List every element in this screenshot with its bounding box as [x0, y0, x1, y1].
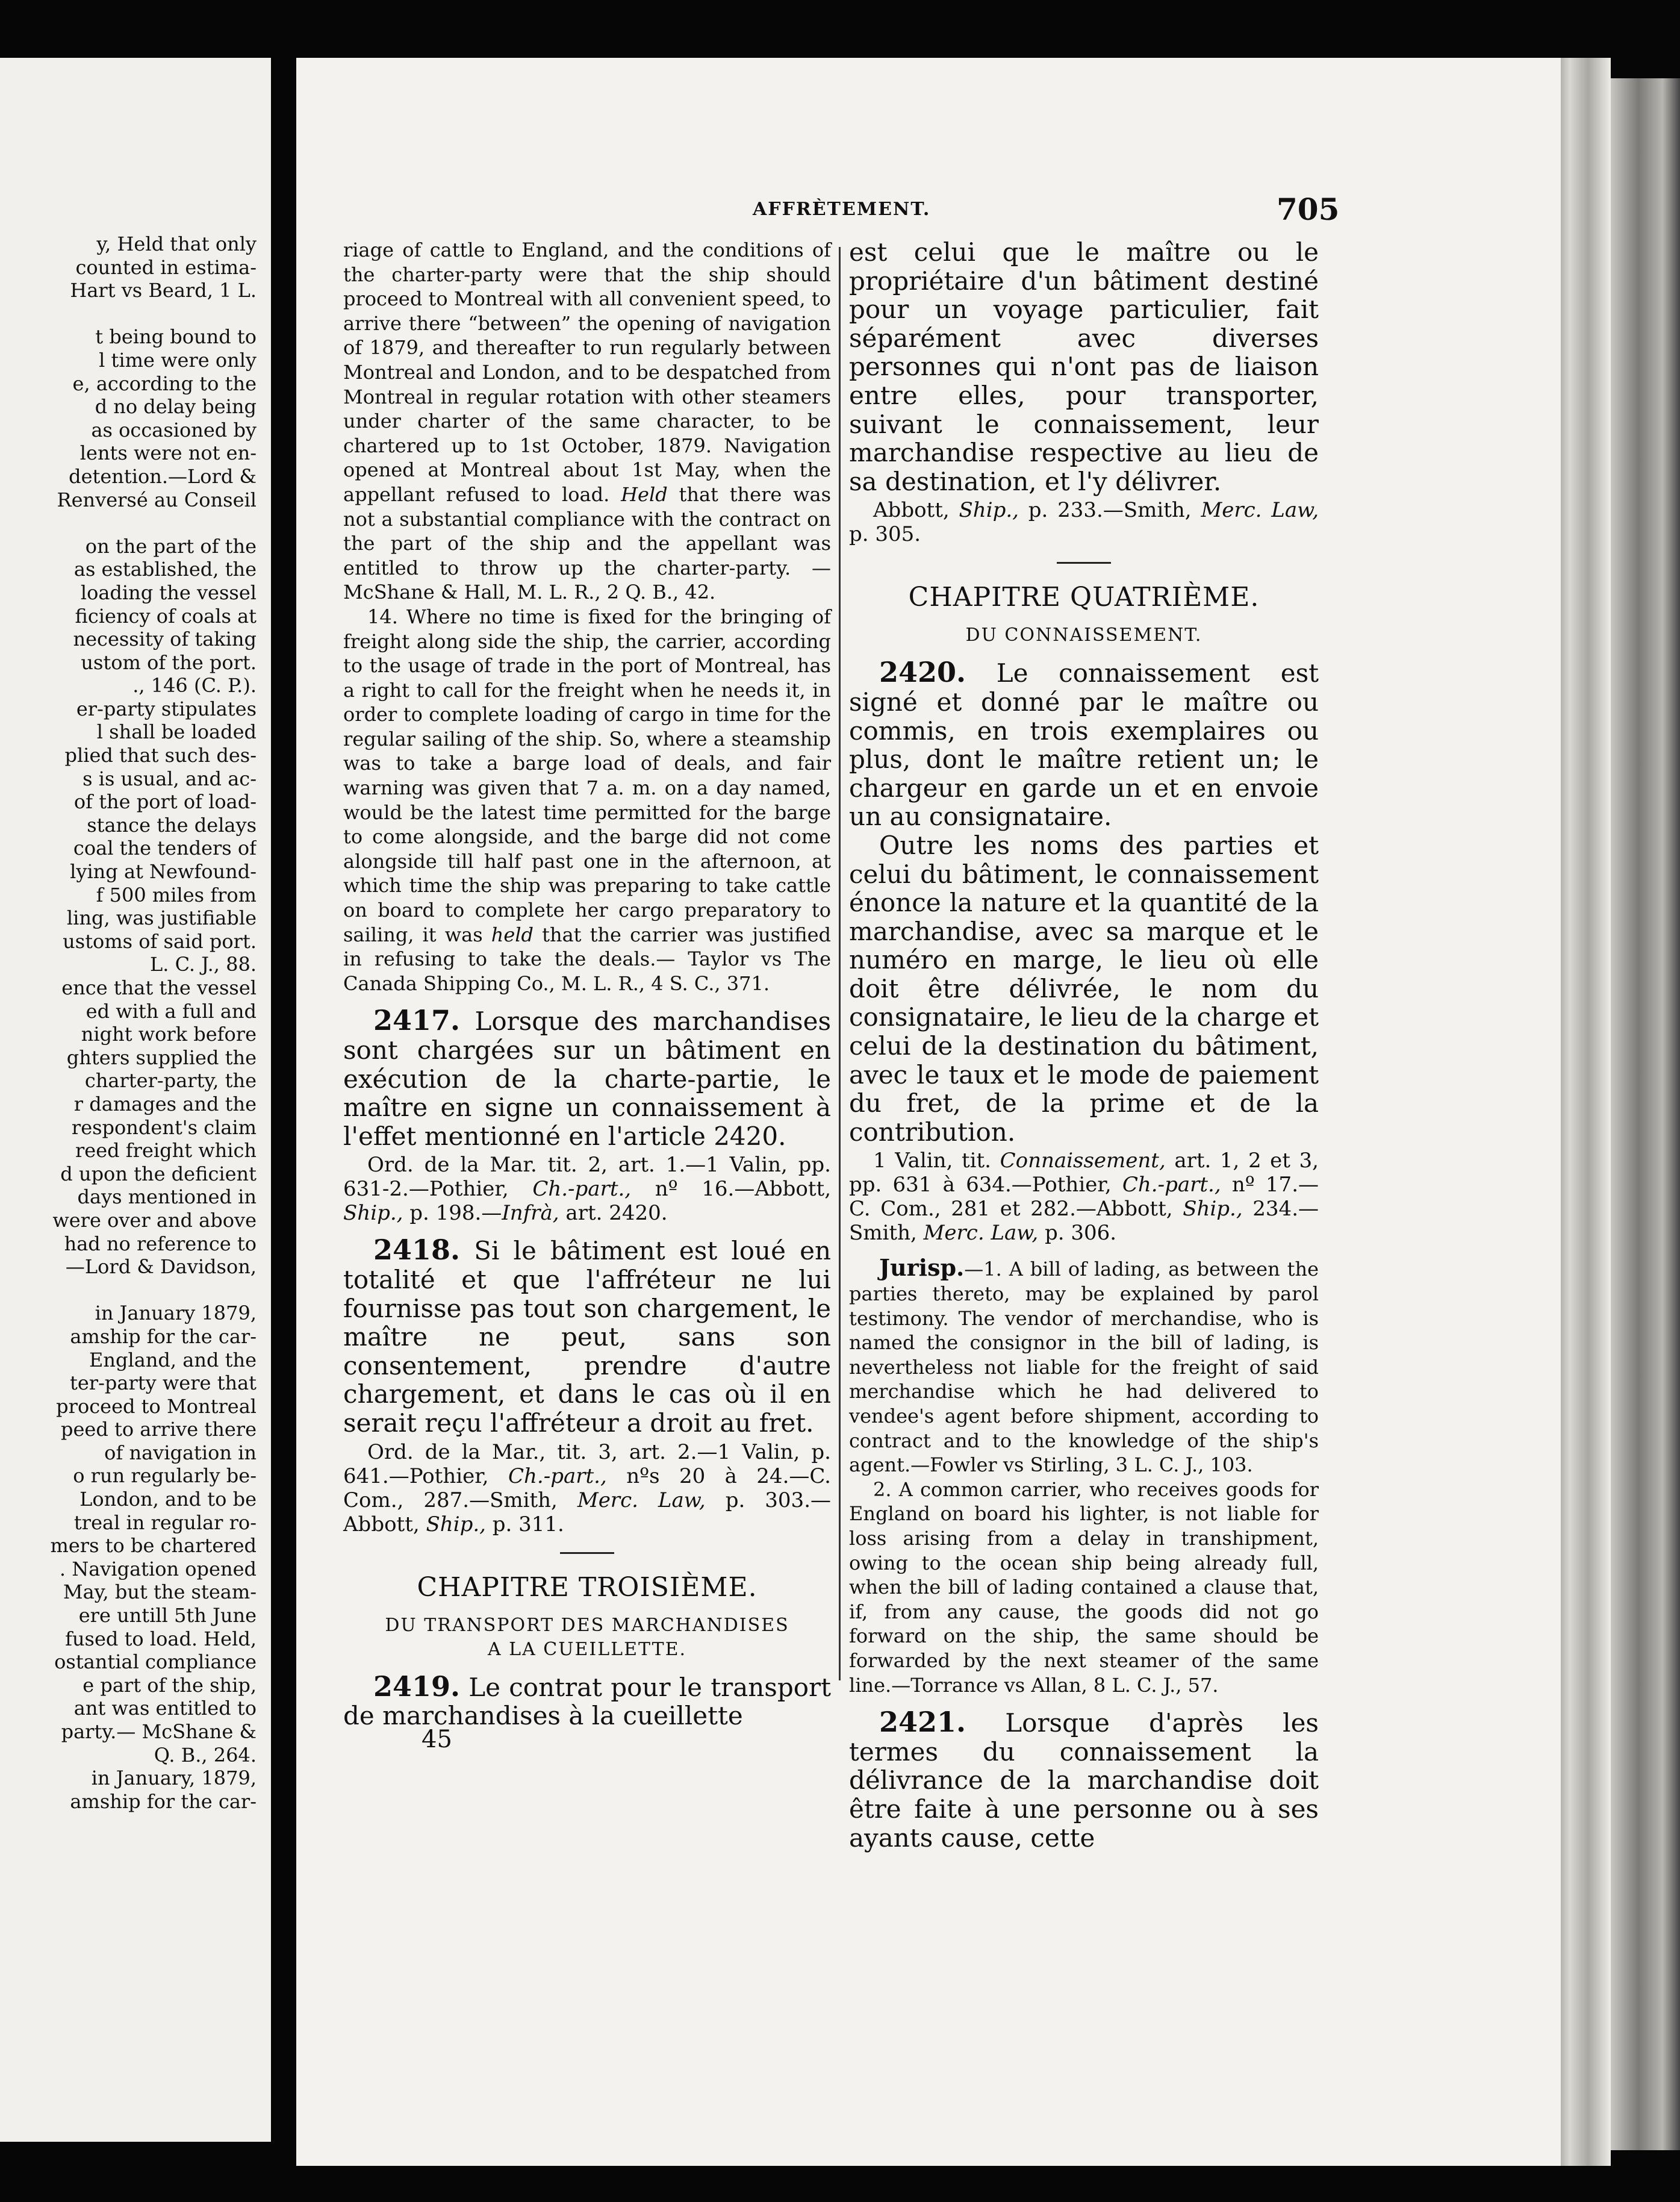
previous-page-line: r damages and the	[73, 1092, 257, 1115]
jurisprudence-1: Jurisp.—1. A bill of lading, as between the parties thereto, may be explained by parol testimony. The vendor of merchandise, who is named the consignor in the bill of lading, is nevertheless not liable for the freight of said merchandise which he had delivered to vendee's agent before shipment, according to contract and to the knowledge of the ship's agent.—Fowler vs Stirling, 3 L. C. J., 103.	[849, 1254, 1319, 1477]
previous-page-line: fused to load. Held,	[65, 1627, 257, 1650]
column-divider	[839, 247, 841, 1680]
article-2419: 2419. Le contrat pour le transport de marchandises à la cueillette	[343, 1670, 831, 1731]
previous-page-line: e, according to the	[72, 372, 257, 395]
previous-page-line: ustoms of said port.	[63, 929, 257, 953]
previous-page-line: lying at Newfound-	[70, 860, 257, 884]
signature-mark: 45	[422, 1725, 452, 1753]
previous-page-line: were over and above	[52, 1208, 257, 1232]
previous-page-line: f 500 miles from	[96, 883, 257, 906]
note-continuation: riage of cattle to England, and the conditions of the charter-party were that the ship should proceed to Montreal with all convenient speed, to arrive there “between” the opening of navigation of 1879, and thereafter to run regularly between Montreal and London, and to be despatched from Montreal in regular rotation with other steamers under charter of the same character, to be chartered up to 1st October, 1879. Navigation opened at Montreal about 1st May, when the appellant refused to load. Held that there was not a substantial compliance with the contract on the part of the ship and the appellant was entitled to throw up the charter-party. —McShane & Hall, M. L. R., 2 Q. B., 42.	[343, 239, 832, 604]
previous-page-line: ling, was justifiable	[66, 906, 257, 930]
previous-page-line: party.— McShane &	[61, 1720, 257, 1743]
book-cover-edge	[1611, 78, 1680, 2150]
previous-page-line: plied that such des-	[64, 744, 257, 767]
previous-page-line: peed to arrive there	[60, 1418, 257, 1441]
jurisprudence-label: Jurisp.	[879, 1254, 965, 1282]
previous-page-line: counted in estima-	[75, 255, 257, 279]
previous-page-line: ere untill 5th June	[78, 1604, 257, 1627]
previous-page-line: necessity of taking	[73, 628, 257, 651]
citation-2420: 1 Valin, tit. Connaissement, art. 1, 2 et 3, pp. 631 à 634.—Pothier, Ch.-part., nº 17.— C. Com., 281 et 282.—Abbott, Ship., 234.— Smith, Merc. Law, p. 306.	[849, 1149, 1319, 1246]
article-number-2420: 2420.	[879, 656, 966, 689]
previous-page-line: ence that the vessel	[61, 976, 257, 999]
previous-page-line: as established, the	[73, 558, 257, 581]
previous-page-line: e part of the ship,	[82, 1673, 257, 1697]
previous-page-line: Renversé au Conseil	[57, 488, 257, 511]
previous-page-line: reed freight which	[75, 1139, 257, 1162]
previous-page-line: l time were only	[99, 348, 257, 372]
article-2420-paragraph-2: Outre les noms des parties et celui du bâtiment, le connaissement énonce la nature et la quantité de la marchandise, avec sa marque et le numéro en marge, le lieu où elle doit être délivrée, le nom du consignataire, le lieu de la charge et celui de la destination du bâtiment, avec le taux et le mode de paiement du fret, de la prime et de la contribution.	[849, 830, 1319, 1147]
article-2419-continued: est celui que le maître ou le propriétaire d'un bâtiment destiné pour un voyage particulier, fait séparément avec diverses personnes qui n'ont pas de liaison entre elles, pour transporter, suivant le connaissement, leur marchandise respective au lieu de sa destination, et l'y délivrer.	[849, 237, 1319, 496]
previous-page-text	[0, 232, 257, 1813]
article-2418: 2418. Si le bâtiment est loué en totalité et que l'affréteur ne lui fournisse pas tout son chargement, le maître ne peut, sans son consentement, prendre d'autre chargement, et dans le cas où il en serait reçu l'affréteur a droit au fret.	[343, 1234, 831, 1438]
previous-page-line: London, and to be	[79, 1488, 257, 1511]
previous-page-line: proceed to Montreal	[56, 1394, 257, 1418]
previous-page-line: ter-party were that	[69, 1371, 257, 1395]
previous-page-line: on the part of the	[85, 534, 257, 558]
article-number-2421: 2421.	[879, 1706, 966, 1739]
citation-2419: Abbott, Ship., p. 233.—Smith, Merc. Law, p. 305.	[849, 498, 1319, 547]
previous-page-line: lents were not en-	[79, 441, 257, 465]
previous-page-line: ghters supplied the	[66, 1046, 257, 1069]
previous-page-line: er-party stipulates	[76, 697, 257, 720]
previous-page-line: d no delay being	[95, 395, 257, 419]
previous-page-line: loading the vessel	[80, 581, 257, 604]
previous-page-line: treal in regular ro-	[73, 1511, 257, 1534]
chapter-4-subtitle: DU CONNAISSEMENT.	[965, 625, 1202, 646]
page-number: 705	[1277, 192, 1340, 227]
previous-page-line: s is usual, and ac-	[82, 767, 257, 790]
previous-page-line: England, and the	[89, 1348, 257, 1371]
previous-page-line: Hart vs Beard, 1 L.	[70, 279, 257, 302]
previous-page-line: . Navigation opened	[59, 1557, 257, 1580]
previous-page-line: in January 1879,	[95, 1302, 257, 1325]
previous-page-line: of the port of load-	[73, 790, 257, 814]
previous-page-line: ficiency of coals at	[75, 604, 257, 628]
previous-page-line: of navigation in	[104, 1441, 257, 1464]
jurisprudence-2: 2. A common carrier, who receives goods for England on board his lighter, is not liable for loss arising from a delay in transhipment, owing to the ocean ship being already full, when the bill of lading contained a clause that, if, from any cause, the goods did not go forward on the ship, the same should be forwarded by the next steamer of the same line.—Torrance vs Allan, 8 L. C. J., 57.	[849, 1477, 1319, 1697]
previous-page-line	[0, 302, 257, 326]
previous-page-line: l shall be loaded	[96, 720, 257, 744]
section-rule	[1057, 562, 1111, 564]
previous-page-line: days mentioned in	[77, 1185, 257, 1209]
previous-page-line: mers to be chartered	[50, 1534, 257, 1558]
article-2420: 2420. Le connaissement est signé et donné par le maître ou commis, en trois exemplaires ou plus, dont le maître retient un; le chargeur en garde un et en envoie un au consignataire.	[849, 656, 1319, 832]
previous-page-line: stance the delays	[87, 813, 257, 837]
previous-page-line: ostantial compliance	[54, 1650, 257, 1674]
article-2421: 2421. Lorsque d'après les termes du connaissement la délivrance de la marchandise doit être faite à une personne ou à ses ayants cause, cette	[849, 1706, 1319, 1853]
left-column	[343, 238, 831, 1753]
previous-page-line	[0, 511, 257, 535]
running-head: AFFRÈTEMENT.	[753, 199, 931, 220]
previous-page-line: coal the tenders of	[73, 837, 257, 860]
previous-page-line: ed with a full and	[86, 999, 257, 1023]
previous-page-line: L. C. J., 88.	[149, 953, 257, 976]
previous-page-line: t being bound to	[95, 325, 257, 349]
previous-page-line	[0, 1279, 257, 1302]
chapter-3-title: CHAPITRE TROISIÈME.	[417, 1571, 758, 1603]
previous-page-line: d upon the deficient	[60, 1162, 257, 1185]
article-number-2418: 2418.	[373, 1234, 461, 1267]
previous-page-line: respondent's claim	[71, 1115, 257, 1139]
citation-2418: Ord. de la Mar., tit. 3, art. 2.—1 Valin, p. 641.—Pothier, Ch.-part., nºs 20 à 24.—C. Com., 287.—Smith, Merc. Law, p. 303.—Abbott, Ship., p. 311.	[343, 1439, 832, 1536]
previous-page-line: in January, 1879,	[91, 1767, 257, 1790]
citation-2417: Ord. de la Mar. tit. 2, art. 1.—1 Valin, pp. 631-2.—Pothier, Ch.-part., nº 16.—Abbott, Ship., p. 198.—Infrà, art. 2420.	[343, 1153, 832, 1226]
article-number-2419: 2419.	[373, 1670, 461, 1703]
previous-page-line: o run regularly be-	[73, 1464, 257, 1488]
previous-page-line: amship for the car-	[70, 1789, 257, 1813]
previous-page-line: had no reference to	[64, 1232, 257, 1255]
previous-page-line: amship for the car-	[70, 1324, 257, 1348]
section-rule	[560, 1552, 614, 1554]
note-14: 14. Where no time is fixed for the bringing of freight along side the ship, the carrier, according to the usage of trade in the port of Montreal, has a right to call for the freight when he needs it, in order to complete loading of cargo in time for the regular sailing of the ship. So, where a steamship was to take a barge load of deals, and fair warning was given that 7 a. m. on a day named, would be the latest time permitted for the barge to come alongside, and the barge did not come alongside till half past one in the afternoon, at which time the ship was preparing to take cattle on board to complete her cargo preparatory to sailing, it was held that the carrier was justified in refusing to take the deals.— Taylor vs The Canada Shipping Co., M. L. R., 4 S. C., 371.	[343, 605, 832, 995]
previous-page-line: —Lord & Davidson,	[65, 1255, 257, 1279]
previous-page-line: ant was entitled to	[73, 1697, 257, 1720]
right-column	[849, 238, 1319, 1852]
previous-page-line: May, but the steam-	[63, 1580, 257, 1604]
previous-page-line: night work before	[81, 1023, 257, 1046]
article-number-2417: 2417.	[373, 1004, 461, 1037]
previous-page-line: detention.—Lord &	[69, 464, 257, 488]
previous-page-line: charter-party, the	[84, 1069, 257, 1093]
previous-page-line: as occasioned by	[91, 418, 257, 441]
previous-page-line: Q. B., 264.	[154, 1743, 257, 1767]
chapter-3-subtitle: DU TRANSPORT DES MARCHANDISES A LA CUEILLETTE.	[385, 1614, 789, 1660]
previous-page-line: ., 146 (C. P.).	[132, 674, 257, 697]
previous-page	[0, 58, 271, 2142]
chapter-4-title: CHAPITRE QUATRIÈME.	[908, 582, 1260, 613]
previous-page-line: ustom of the port.	[81, 650, 257, 674]
previous-page-line: y, Held that only	[96, 232, 257, 255]
article-2417: 2417. Lorsque des marchandises sont chargées sur un bâtiment en exécution de la charte-partie, le maître en signe un connaissement à l'effet mentionné en l'article 2420.	[343, 1004, 831, 1151]
